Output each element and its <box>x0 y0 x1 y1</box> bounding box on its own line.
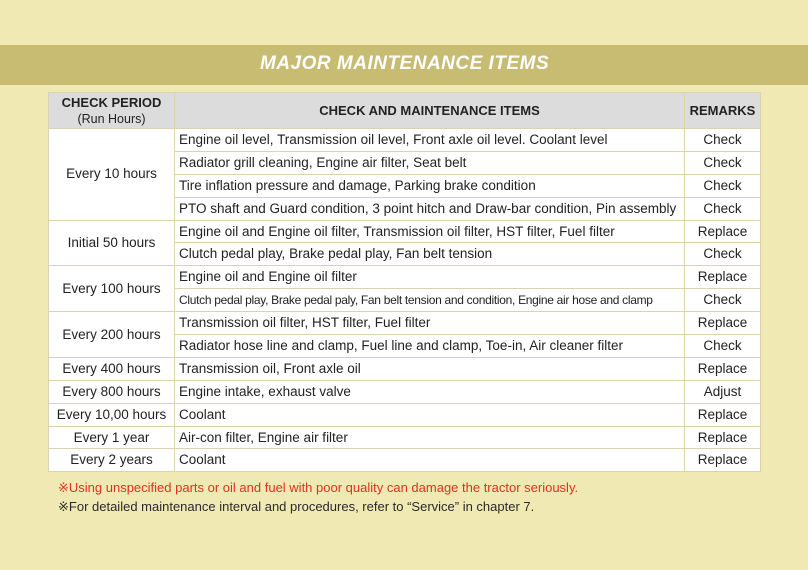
maintenance-table <box>48 92 761 472</box>
table-body <box>49 129 761 472</box>
remark-cell: Check <box>685 243 761 266</box>
period-cell: Every 200 hours <box>49 312 175 358</box>
header-period-label: CHECK PERIOD <box>61 94 162 110</box>
table-row <box>49 449 761 472</box>
header-check-items: CHECK AND MAINTENANCE ITEMS <box>175 93 685 129</box>
remark-cell: Replace <box>685 220 761 243</box>
reference-note: ※For detailed maintenance interval and procedures, refer to “Service” in chapter 7. <box>58 499 535 514</box>
period-cell: Every 1 year <box>49 426 175 449</box>
remark-cell: Check <box>685 335 761 358</box>
remark-cell: Replace <box>685 449 761 472</box>
item-cell: Tire inflation pressure and damage, Parking brake condition <box>175 174 685 197</box>
remark-cell: Check <box>685 174 761 197</box>
item-cell: Engine oil and Engine oil filter, Transmission oil filter, HST filter, Fuel filter <box>175 220 685 243</box>
item-cell: Coolant <box>175 403 685 426</box>
remark-cell: Replace <box>685 403 761 426</box>
header-check-period <box>49 93 175 129</box>
table-row <box>49 220 761 243</box>
remark-cell: Replace <box>685 426 761 449</box>
header-remarks: REMARKS <box>685 93 761 129</box>
page-title: MAJOR MAINTENANCE ITEMS <box>260 53 550 74</box>
remark-cell: Check <box>685 151 761 174</box>
item-cell: Radiator grill cleaning, Engine air filter, Seat belt <box>175 151 685 174</box>
item-cell: Engine intake, exhaust valve <box>175 380 685 403</box>
item-cell: Radiator hose line and clamp, Fuel line and clamp, Toe-in, Air cleaner filter <box>175 335 685 358</box>
item-cell: Engine oil and Engine oil filter <box>175 266 685 289</box>
remark-cell: Adjust <box>685 380 761 403</box>
item-cell: Clutch pedal play, Brake pedal play, Fan belt tension <box>175 243 685 266</box>
table-row <box>49 312 761 335</box>
remark-cell: Replace <box>685 312 761 335</box>
period-cell: Every 400 hours <box>49 357 175 380</box>
header-period-sub: (Run Hours) <box>77 111 146 126</box>
item-cell: Coolant <box>175 449 685 472</box>
period-cell: Initial 50 hours <box>49 220 175 266</box>
title-banner <box>0 45 808 85</box>
footnotes <box>58 478 578 516</box>
table-row <box>49 266 761 289</box>
period-cell: Every 2 years <box>49 449 175 472</box>
period-cell: Every 800 hours <box>49 380 175 403</box>
item-cell: PTO shaft and Guard condition, 3 point hitch and Draw-bar condition, Pin assembly <box>175 197 685 220</box>
item-cell: Transmission oil filter, HST filter, Fuel filter <box>175 312 685 335</box>
item-cell: Transmission oil, Front axle oil <box>175 357 685 380</box>
remark-cell: Check <box>685 197 761 220</box>
remark-cell: Check <box>685 289 761 312</box>
item-cell: Engine oil level, Transmission oil level, Front axle oil level. Coolant level <box>175 129 685 152</box>
table-header-row <box>49 93 761 129</box>
table-row <box>49 426 761 449</box>
remark-cell: Replace <box>685 266 761 289</box>
table-row <box>49 357 761 380</box>
warning-note: ※Using unspecified parts or oil and fuel with poor quality can damage the tractor seriously. <box>58 480 579 495</box>
period-cell: Every 10 hours <box>49 129 175 221</box>
period-cell: Every 10,00 hours <box>49 403 175 426</box>
item-cell: Air-con filter, Engine air filter <box>175 426 685 449</box>
remark-cell: Check <box>685 129 761 152</box>
remark-cell: Replace <box>685 357 761 380</box>
table-row <box>49 129 761 152</box>
table-row <box>49 380 761 403</box>
table-row <box>49 403 761 426</box>
item-cell: Clutch pedal play, Brake pedal paly, Fan belt tension and condition, Engine air hose and clamp <box>175 289 685 312</box>
period-cell: Every 100 hours <box>49 266 175 312</box>
